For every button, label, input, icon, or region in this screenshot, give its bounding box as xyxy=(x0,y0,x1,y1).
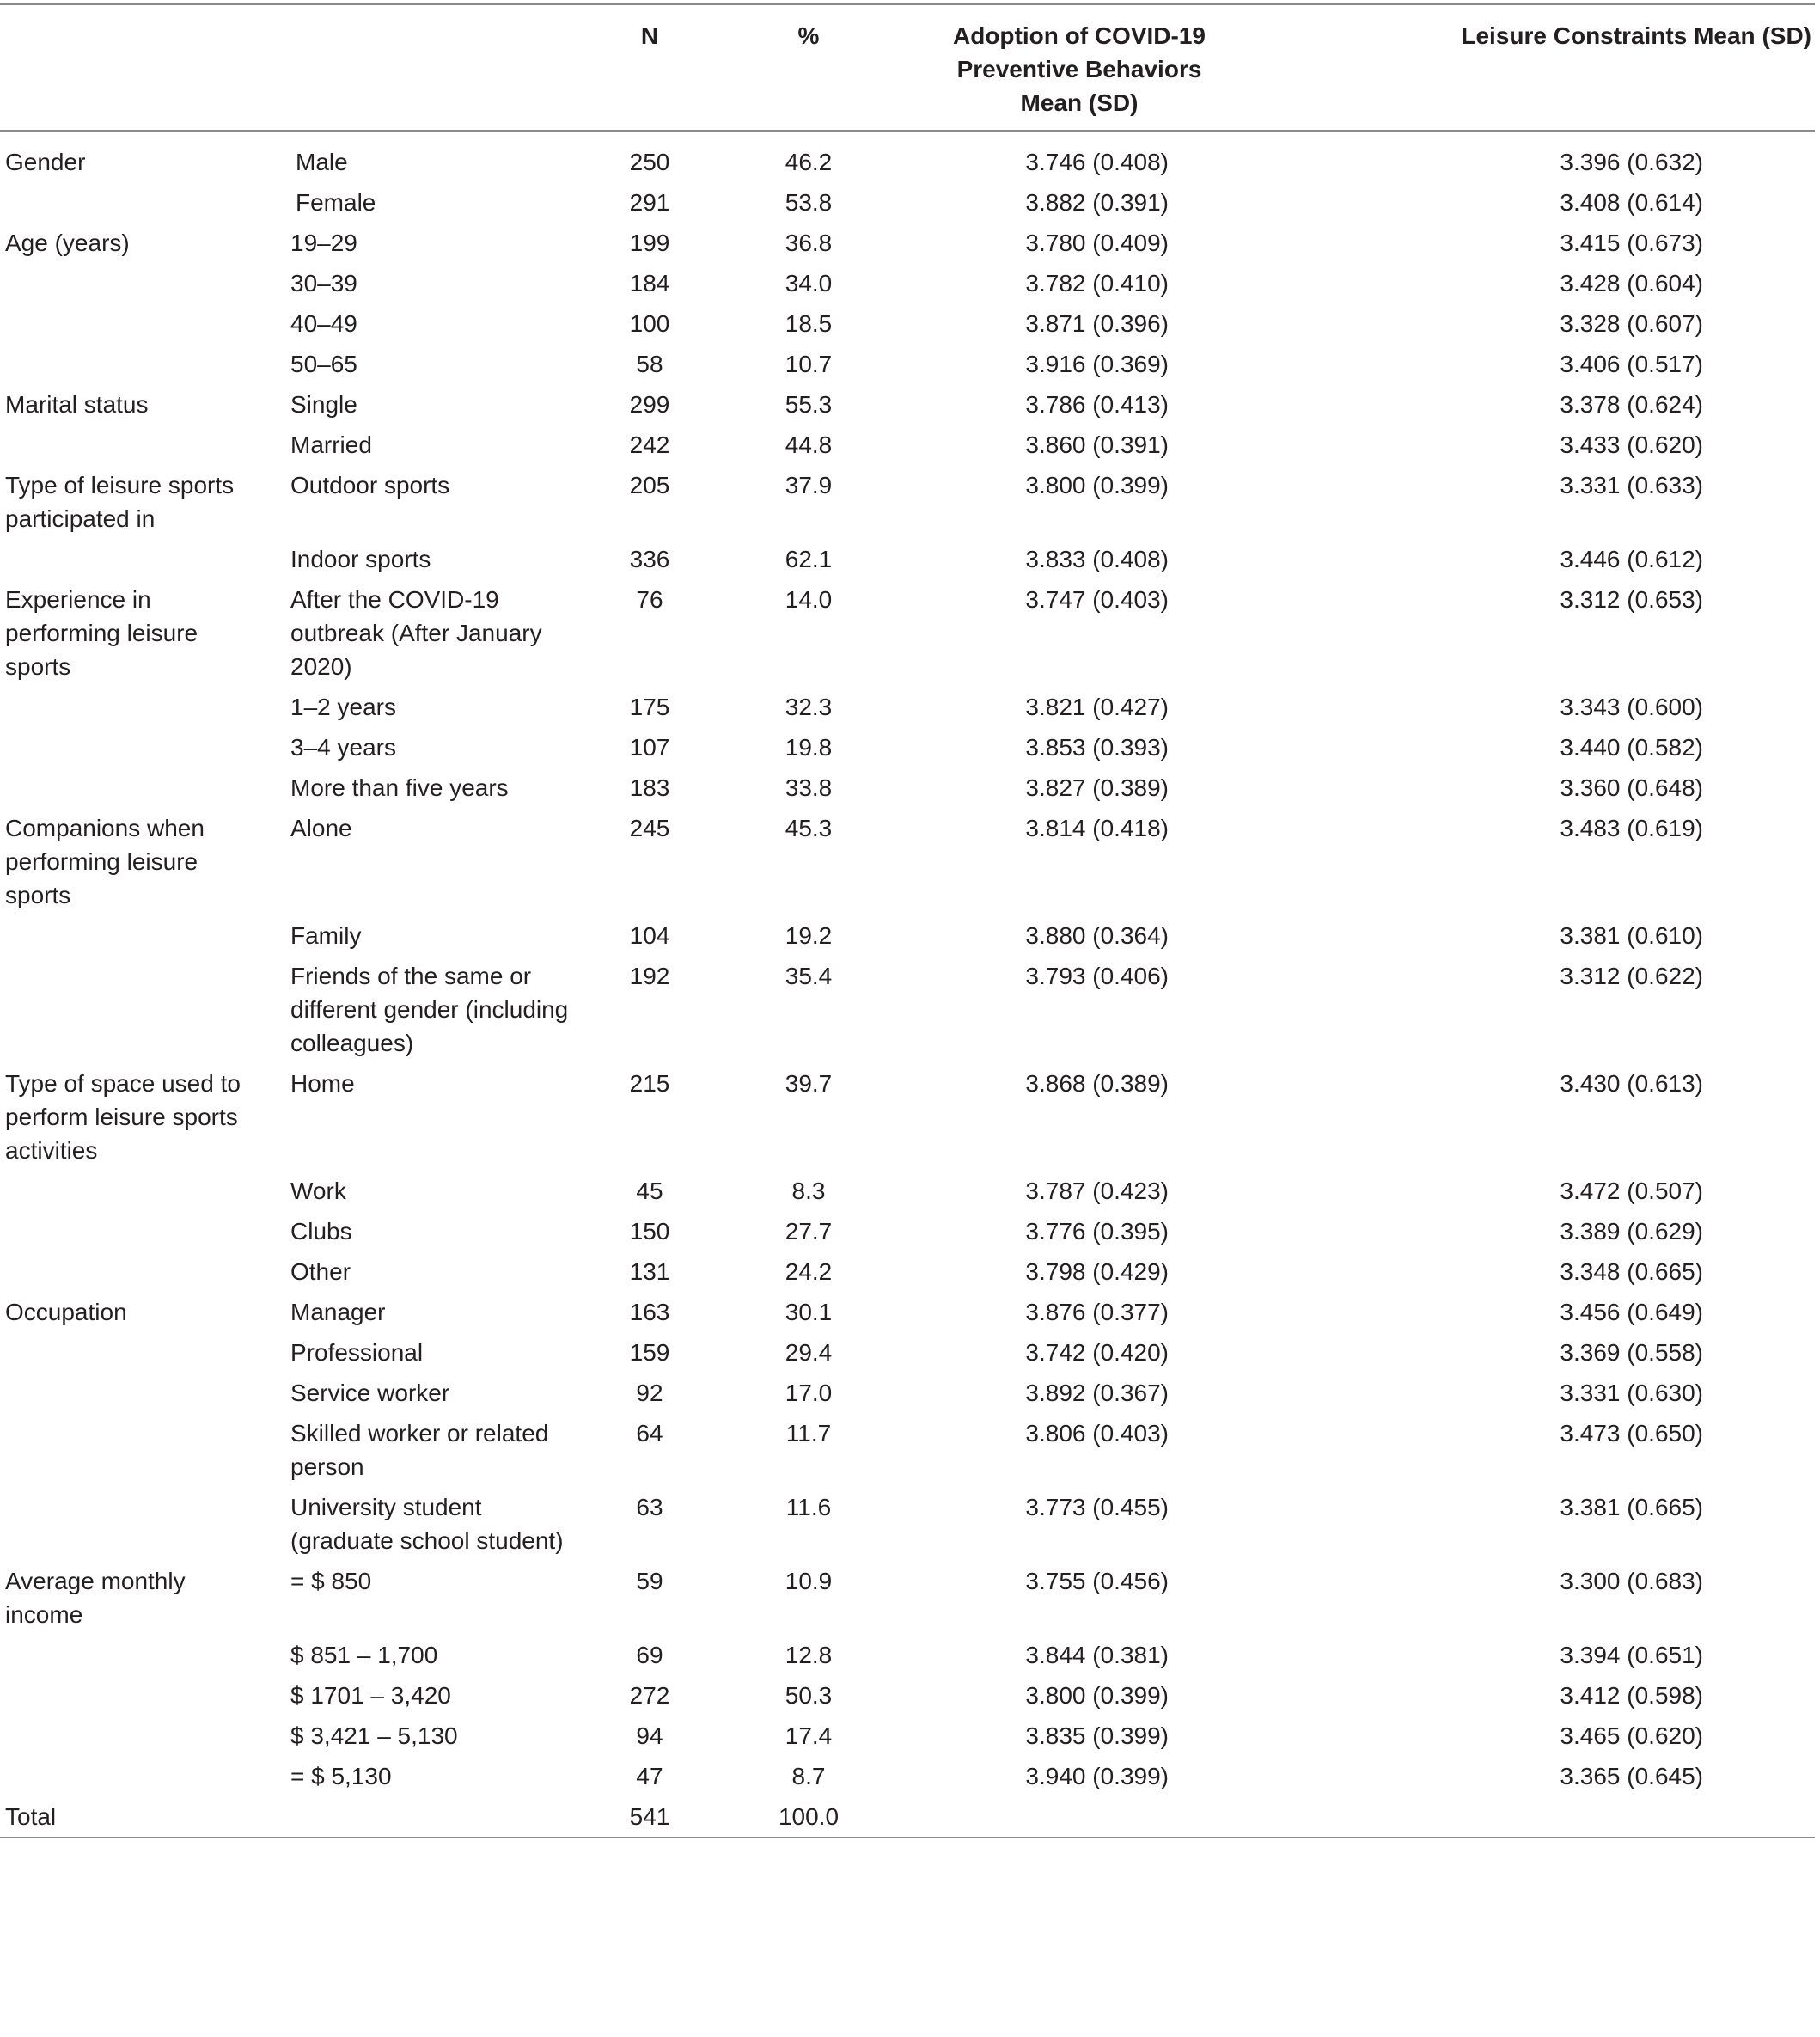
adoption-cell: 3.800 (0.399) xyxy=(1025,1682,1169,1709)
constraints-cell: 3.381 (0.665) xyxy=(1560,1494,1703,1520)
table-row xyxy=(0,539,1815,579)
constraints-cell: 3.394 (0.651) xyxy=(1560,1642,1703,1668)
constraints-cell: 3.446 (0.612) xyxy=(1560,546,1703,572)
adoption-cell: 3.773 (0.455) xyxy=(1025,1494,1169,1520)
subcategory-cell: Other xyxy=(290,1258,351,1285)
subcategory-cell: = $ 850 xyxy=(290,1568,372,1594)
table-header xyxy=(0,4,1815,131)
n-cell: 100 xyxy=(629,310,670,337)
category-cell xyxy=(0,1332,284,1373)
adoption-cell xyxy=(925,1796,1310,1838)
n-cell: 76 xyxy=(636,586,663,613)
n-cell: 94 xyxy=(636,1722,663,1749)
constraints-cell: 3.465 (0.620) xyxy=(1560,1722,1703,1749)
constraints-cell: 3.381 (0.610) xyxy=(1560,922,1703,949)
n-cell: 58 xyxy=(636,351,663,377)
category-cell xyxy=(0,303,284,344)
category-cell: Total xyxy=(0,1796,284,1838)
subcategory-cell: Alone xyxy=(290,815,352,841)
n-cell: 245 xyxy=(629,815,670,841)
category-cell xyxy=(0,727,284,768)
category-cell: Companions when performing leisure sports xyxy=(5,815,205,908)
header-subcategory xyxy=(284,4,607,131)
n-cell: 336 xyxy=(629,546,670,572)
adoption-cell: 3.876 (0.377) xyxy=(1025,1299,1169,1325)
percent-cell: 27.7 xyxy=(785,1218,833,1245)
subcategory-cell: 40–49 xyxy=(290,310,357,337)
percent-cell: 18.5 xyxy=(785,310,833,337)
percent-cell: 10.7 xyxy=(785,351,833,377)
table-row xyxy=(0,1487,1815,1561)
percent-cell: 8.3 xyxy=(791,1178,826,1204)
table-row xyxy=(0,1063,1815,1171)
adoption-cell: 3.755 (0.456) xyxy=(1025,1568,1169,1594)
subcategory-cell: Skilled worker or related person xyxy=(290,1420,549,1480)
adoption-cell: 3.833 (0.408) xyxy=(1025,546,1169,572)
constraints-cell: 3.440 (0.582) xyxy=(1560,734,1703,761)
adoption-cell: 3.940 (0.399) xyxy=(1025,1763,1169,1789)
percent-cell: 53.8 xyxy=(785,189,833,216)
constraints-cell: 3.300 (0.683) xyxy=(1560,1568,1703,1594)
category-cell xyxy=(0,425,284,465)
subcategory-cell xyxy=(284,1796,607,1838)
category-cell xyxy=(0,687,284,727)
n-cell: 175 xyxy=(629,694,670,720)
percent-cell: 29.4 xyxy=(785,1339,833,1366)
constraints-cell: 3.331 (0.633) xyxy=(1560,472,1703,499)
n-cell: 299 xyxy=(629,391,670,418)
adoption-cell: 3.787 (0.423) xyxy=(1025,1178,1169,1204)
table-row xyxy=(0,182,1815,223)
header-row xyxy=(0,4,1815,131)
table-row xyxy=(0,1756,1815,1796)
constraints-cell: 3.433 (0.620) xyxy=(1560,431,1703,458)
category-cell: Experience in performing leisure sports xyxy=(5,586,198,680)
n-cell: 63 xyxy=(636,1494,663,1520)
percent-cell: 45.3 xyxy=(785,815,833,841)
adoption-cell: 3.882 (0.391) xyxy=(1025,189,1169,216)
subcategory-cell: 50–65 xyxy=(290,351,357,377)
percent-cell: 32.3 xyxy=(785,694,833,720)
subcategory-cell: Home xyxy=(290,1070,355,1097)
category-cell xyxy=(0,1756,284,1796)
constraints-cell: 3.369 (0.558) xyxy=(1560,1339,1703,1366)
category-cell: Gender xyxy=(5,149,86,175)
table-row xyxy=(0,1171,1815,1211)
table-row xyxy=(0,384,1815,425)
category-cell xyxy=(0,1675,284,1716)
n-cell: 45 xyxy=(636,1178,663,1204)
adoption-cell: 3.798 (0.429) xyxy=(1025,1258,1169,1285)
table-row xyxy=(0,425,1815,465)
subcategory-cell: Family xyxy=(290,922,362,949)
category-cell xyxy=(0,768,284,808)
n-cell: 215 xyxy=(629,1070,670,1097)
category-cell: Occupation xyxy=(5,1299,127,1325)
header-adoption-text: Adoption of COVID-19 Preventive Behaviors Mean (SD) xyxy=(953,22,1206,116)
adoption-cell: 3.860 (0.391) xyxy=(1025,431,1169,458)
table-body xyxy=(0,131,1815,1838)
percent-cell: 8.7 xyxy=(791,1763,826,1789)
adoption-cell: 3.786 (0.413) xyxy=(1025,391,1169,418)
constraints-cell: 3.412 (0.598) xyxy=(1560,1682,1703,1709)
percent-cell: 37.9 xyxy=(785,472,833,499)
category-cell xyxy=(0,182,284,223)
n-cell: 183 xyxy=(629,774,670,801)
adoption-cell: 3.827 (0.389) xyxy=(1025,774,1169,801)
constraints-cell: 3.483 (0.619) xyxy=(1560,815,1703,841)
subcategory-cell: $ 3,421 – 5,130 xyxy=(290,1722,458,1749)
adoption-cell: 3.892 (0.367) xyxy=(1025,1379,1169,1406)
constraints-cell: 3.472 (0.507) xyxy=(1560,1178,1703,1204)
table-row xyxy=(0,344,1815,384)
percent-cell: 10.9 xyxy=(785,1568,833,1594)
category-cell xyxy=(0,1171,284,1211)
percent-cell: 55.3 xyxy=(785,391,833,418)
adoption-cell: 3.844 (0.381) xyxy=(1025,1642,1169,1668)
percent-cell: 100.0 xyxy=(693,1796,925,1838)
n-cell: 205 xyxy=(629,472,670,499)
percent-cell: 62.1 xyxy=(785,546,833,572)
constraints-cell: 3.430 (0.613) xyxy=(1560,1070,1703,1097)
table-row xyxy=(0,1211,1815,1251)
category-cell xyxy=(0,1211,284,1251)
constraints-cell: 3.360 (0.648) xyxy=(1560,774,1703,801)
category-cell xyxy=(0,1373,284,1413)
adoption-cell: 3.868 (0.389) xyxy=(1025,1070,1169,1097)
n-cell: 59 xyxy=(636,1568,663,1594)
adoption-cell: 3.821 (0.427) xyxy=(1025,694,1169,720)
adoption-cell: 3.746 (0.408) xyxy=(1025,149,1169,175)
subcategory-cell: Married xyxy=(290,431,372,458)
table-row xyxy=(0,808,1815,915)
table-row xyxy=(0,768,1815,808)
percent-cell: 39.7 xyxy=(785,1070,833,1097)
category-cell xyxy=(0,263,284,303)
subcategory-cell: Indoor sports xyxy=(290,546,431,572)
subcategory-cell: Manager xyxy=(290,1299,386,1325)
percent-cell: 19.2 xyxy=(785,922,833,949)
subcategory-cell: 1–2 years xyxy=(290,694,396,720)
percent-cell: 33.8 xyxy=(785,774,833,801)
percent-cell: 14.0 xyxy=(785,586,833,613)
constraints-cell: 3.473 (0.650) xyxy=(1560,1420,1703,1447)
table-row xyxy=(0,1716,1815,1756)
subcategory-cell: Outdoor sports xyxy=(290,472,450,499)
category-cell xyxy=(0,344,284,384)
table-row xyxy=(0,1332,1815,1373)
n-cell: 242 xyxy=(629,431,670,458)
n-cell: 272 xyxy=(629,1682,670,1709)
table-row xyxy=(0,1796,1815,1838)
subcategory-cell: University student (graduate school student) xyxy=(290,1494,564,1554)
constraints-cell: 3.415 (0.673) xyxy=(1560,229,1703,256)
constraints-cell: 3.365 (0.645) xyxy=(1560,1763,1703,1789)
n-cell: 107 xyxy=(629,734,670,761)
table-row xyxy=(0,223,1815,263)
subcategory-cell: Friends of the same or different gender (including colleagues) xyxy=(290,963,569,1056)
adoption-cell: 3.780 (0.409) xyxy=(1025,229,1169,256)
adoption-cell: 3.776 (0.395) xyxy=(1025,1218,1169,1245)
adoption-cell: 3.871 (0.396) xyxy=(1025,310,1169,337)
n-cell: 104 xyxy=(629,922,670,949)
header-n: N xyxy=(640,22,659,49)
constraints-cell: 3.378 (0.624) xyxy=(1560,391,1703,418)
adoption-cell: 3.880 (0.364) xyxy=(1025,922,1169,949)
percent-cell: 12.8 xyxy=(785,1642,833,1668)
category-cell xyxy=(0,956,284,1063)
category-cell xyxy=(0,1487,284,1561)
category-cell xyxy=(0,1716,284,1756)
n-cell: 64 xyxy=(636,1420,663,1447)
table-row xyxy=(0,579,1815,687)
subcategory-cell: Professional xyxy=(290,1339,424,1366)
n-cell: 47 xyxy=(636,1763,663,1789)
percent-cell: 11.7 xyxy=(785,1420,832,1447)
table-row xyxy=(0,1635,1815,1675)
category-cell: Marital status xyxy=(5,391,149,418)
category-cell xyxy=(0,539,284,579)
subcategory-cell: Male xyxy=(296,149,348,175)
percent-cell: 50.3 xyxy=(785,1682,833,1709)
table-row xyxy=(0,915,1815,956)
table-row xyxy=(0,1675,1815,1716)
adoption-cell: 3.742 (0.420) xyxy=(1025,1339,1169,1366)
table-row xyxy=(0,1251,1815,1292)
percent-cell: 36.8 xyxy=(785,229,833,256)
category-cell: Type of leisure sports participated in xyxy=(5,472,235,532)
header-constraints: Leisure Constraints Mean (SD) xyxy=(1461,22,1811,49)
table-row xyxy=(0,956,1815,1063)
subcategory-cell: $ 851 – 1,700 xyxy=(290,1642,438,1668)
n-cell: 163 xyxy=(629,1299,670,1325)
percent-cell: 35.4 xyxy=(785,963,833,989)
adoption-cell: 3.800 (0.399) xyxy=(1025,472,1169,499)
subcategory-cell: Service worker xyxy=(290,1379,450,1406)
table-row xyxy=(0,1413,1815,1487)
n-cell: 131 xyxy=(629,1258,670,1285)
constraints-cell: 3.428 (0.604) xyxy=(1560,270,1703,297)
subcategory-cell: Clubs xyxy=(290,1218,352,1245)
percent-cell: 44.8 xyxy=(785,431,833,458)
category-cell: Age (years) xyxy=(5,229,130,256)
category-cell: Average monthly income xyxy=(5,1568,186,1628)
constraints-cell: 3.389 (0.629) xyxy=(1560,1218,1703,1245)
table-row xyxy=(0,727,1815,768)
header-adoption xyxy=(925,4,1310,131)
n-cell: 250 xyxy=(629,149,670,175)
header-percent: % xyxy=(797,22,820,49)
constraints-cell: 3.312 (0.622) xyxy=(1560,963,1703,989)
subcategory-cell: Work xyxy=(290,1178,346,1204)
percent-cell: 17.4 xyxy=(785,1722,833,1749)
subcategory-cell: Single xyxy=(290,391,357,418)
table-row xyxy=(0,687,1815,727)
subcategory-cell: Female xyxy=(296,189,376,216)
subcategory-cell: 3–4 years xyxy=(290,734,396,761)
percent-cell: 19.8 xyxy=(785,734,833,761)
constraints-cell xyxy=(1310,1796,1815,1838)
adoption-cell: 3.916 (0.369) xyxy=(1025,351,1169,377)
table-row xyxy=(0,131,1815,182)
table-row xyxy=(0,465,1815,539)
adoption-cell: 3.793 (0.406) xyxy=(1025,963,1169,989)
constraints-cell: 3.328 (0.607) xyxy=(1560,310,1703,337)
adoption-cell: 3.853 (0.393) xyxy=(1025,734,1169,761)
adoption-cell: 3.814 (0.418) xyxy=(1025,815,1169,841)
subcategory-cell: $ 1701 – 3,420 xyxy=(290,1682,451,1709)
category-cell xyxy=(0,1251,284,1292)
n-cell: 541 xyxy=(607,1796,693,1838)
n-cell: 69 xyxy=(636,1642,663,1668)
n-cell: 150 xyxy=(629,1218,670,1245)
percent-cell: 46.2 xyxy=(785,149,833,175)
category-cell xyxy=(0,1635,284,1675)
constraints-cell: 3.456 (0.649) xyxy=(1560,1299,1703,1325)
demographics-table xyxy=(0,3,1815,1838)
subcategory-cell: After the COVID-19 outbreak (After January 2020) xyxy=(290,586,542,680)
n-cell: 192 xyxy=(629,963,670,989)
category-cell xyxy=(0,1413,284,1487)
constraints-cell: 3.348 (0.665) xyxy=(1560,1258,1703,1285)
n-cell: 291 xyxy=(629,189,670,216)
n-cell: 159 xyxy=(629,1339,670,1366)
constraints-cell: 3.408 (0.614) xyxy=(1560,189,1703,216)
n-cell: 199 xyxy=(629,229,670,256)
constraints-cell: 3.396 (0.632) xyxy=(1560,149,1703,175)
constraints-cell: 3.331 (0.630) xyxy=(1560,1379,1703,1406)
constraints-cell: 3.406 (0.517) xyxy=(1560,351,1703,377)
adoption-cell: 3.782 (0.410) xyxy=(1025,270,1169,297)
subcategory-cell: 19–29 xyxy=(290,229,357,256)
category-cell xyxy=(0,915,284,956)
constraints-cell: 3.312 (0.653) xyxy=(1560,586,1703,613)
adoption-cell: 3.747 (0.403) xyxy=(1025,586,1169,613)
percent-cell: 11.6 xyxy=(785,1494,832,1520)
table-row xyxy=(0,1373,1815,1413)
subcategory-cell: 30–39 xyxy=(290,270,357,297)
adoption-cell: 3.806 (0.403) xyxy=(1025,1420,1169,1447)
constraints-cell: 3.343 (0.600) xyxy=(1560,694,1703,720)
percent-cell: 34.0 xyxy=(785,270,833,297)
percent-cell: 24.2 xyxy=(785,1258,833,1285)
header-category xyxy=(0,4,284,131)
table-row xyxy=(0,1561,1815,1635)
n-cell: 184 xyxy=(629,270,670,297)
subcategory-cell: More than five years xyxy=(290,774,509,801)
table-row xyxy=(0,263,1815,303)
table-row xyxy=(0,303,1815,344)
percent-cell: 30.1 xyxy=(785,1299,833,1325)
percent-cell: 17.0 xyxy=(785,1379,833,1406)
subcategory-cell: = $ 5,130 xyxy=(290,1763,392,1789)
n-cell: 92 xyxy=(636,1379,663,1406)
table-row xyxy=(0,1292,1815,1332)
adoption-cell: 3.835 (0.399) xyxy=(1025,1722,1169,1749)
category-cell: Type of space used to perform leisure sports activities xyxy=(5,1070,241,1164)
